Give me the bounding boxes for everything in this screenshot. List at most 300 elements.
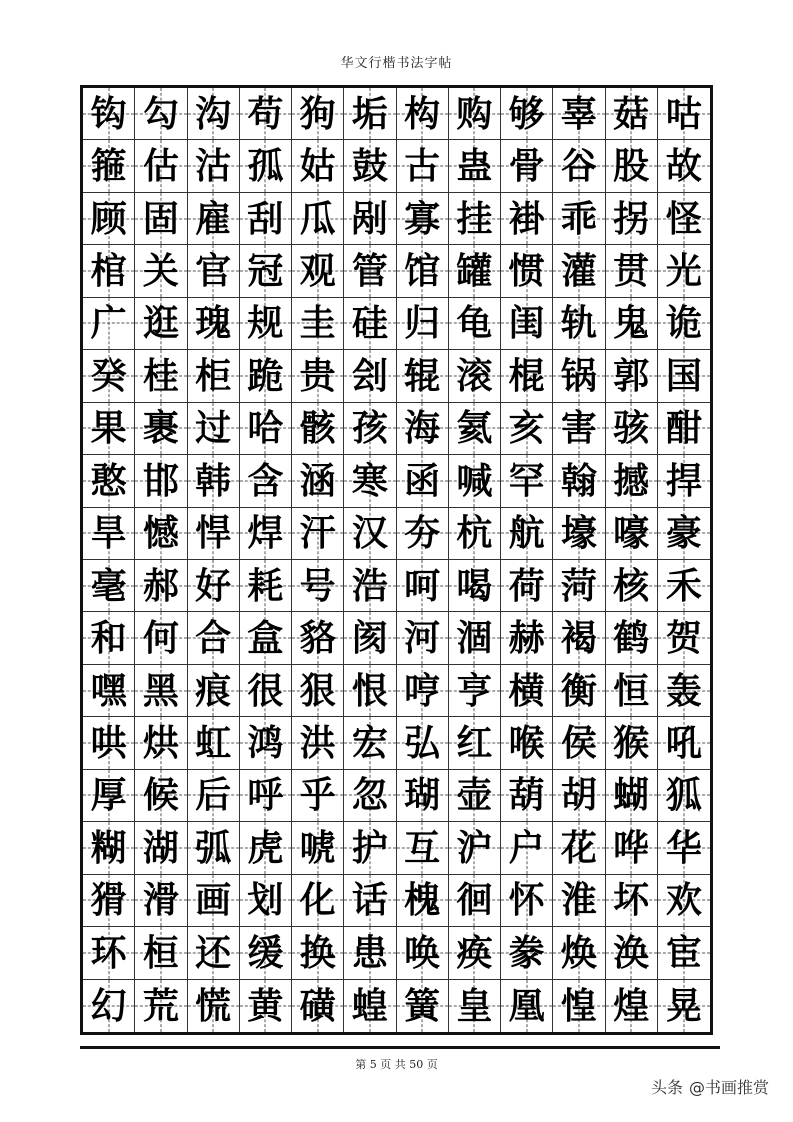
- char-glyph: 国: [665, 354, 702, 397]
- char-cell: [553, 245, 605, 297]
- char-glyph: 归: [404, 302, 441, 345]
- char-cell: [658, 927, 710, 979]
- char-cell: [344, 245, 396, 297]
- char-cell: [397, 508, 449, 560]
- char-cell: [83, 88, 135, 140]
- char-glyph: 关: [142, 250, 179, 293]
- char-glyph: 化: [299, 879, 336, 922]
- char-glyph: 估: [142, 145, 179, 188]
- char-cell: [658, 612, 710, 664]
- char-cell: [449, 403, 501, 455]
- char-cell: [344, 665, 396, 717]
- char-cell: [606, 927, 658, 979]
- char-cell: [135, 140, 187, 192]
- char-glyph: 蝴: [613, 774, 650, 817]
- char-cell: [135, 350, 187, 402]
- char-glyph: 荒: [142, 984, 179, 1027]
- char-glyph: 故: [665, 145, 702, 188]
- char-cell: [240, 822, 292, 874]
- char-cell: [135, 612, 187, 664]
- char-cell: [135, 770, 187, 822]
- char-glyph: 乖: [560, 197, 597, 240]
- char-cell: [188, 822, 240, 874]
- char-glyph: 旱: [90, 512, 127, 555]
- char-glyph: 洪: [299, 722, 336, 765]
- char-cell: [606, 665, 658, 717]
- char-cell: [449, 717, 501, 769]
- char-glyph: 圭: [299, 302, 336, 345]
- char-glyph: 惯: [508, 250, 545, 293]
- char-glyph: 孩: [351, 407, 388, 450]
- char-cell: [240, 612, 292, 664]
- char-cell: [553, 298, 605, 350]
- char-glyph: 惶: [560, 984, 597, 1027]
- char-cell: [240, 560, 292, 612]
- char-glyph: 顾: [90, 197, 127, 240]
- char-cell: [449, 88, 501, 140]
- char-glyph: 沟: [195, 92, 232, 135]
- char-cell: [449, 298, 501, 350]
- char-cell: [658, 717, 710, 769]
- char-glyph: 悍: [195, 512, 232, 555]
- char-cell: [292, 403, 344, 455]
- char-glyph: 撼: [613, 459, 650, 502]
- char-cell: [292, 980, 344, 1032]
- char-cell: [188, 980, 240, 1032]
- char-cell: [135, 980, 187, 1032]
- char-glyph: 画: [195, 879, 232, 922]
- char-cell: [397, 770, 449, 822]
- char-cell: [188, 508, 240, 560]
- char-cell: [501, 980, 553, 1032]
- char-cell: [553, 193, 605, 245]
- char-cell: [292, 140, 344, 192]
- char-glyph: 辊: [404, 354, 441, 397]
- char-glyph: 桓: [142, 931, 179, 974]
- char-cell: [83, 822, 135, 874]
- char-glyph: 轰: [665, 669, 702, 712]
- char-cell: [501, 612, 553, 664]
- char-cell: [449, 560, 501, 612]
- char-glyph: 呼: [247, 774, 284, 817]
- char-glyph: 葫: [508, 774, 545, 817]
- char-cell: [344, 508, 396, 560]
- char-cell: [501, 298, 553, 350]
- char-glyph: 煌: [613, 984, 650, 1027]
- char-glyph: 鹤: [613, 617, 650, 660]
- char-glyph: 何: [142, 617, 179, 660]
- char-cell: [240, 455, 292, 507]
- char-cell: [553, 980, 605, 1032]
- char-glyph: 褂: [508, 197, 545, 240]
- char-glyph: 固: [142, 197, 179, 240]
- char-cell: [83, 350, 135, 402]
- char-glyph: 购: [456, 92, 493, 135]
- char-cell: [606, 717, 658, 769]
- char-glyph: 涣: [613, 931, 650, 974]
- char-cell: [240, 245, 292, 297]
- char-cell: [553, 560, 605, 612]
- char-cell: [344, 927, 396, 979]
- char-glyph: 后: [195, 774, 232, 817]
- char-cell: [292, 875, 344, 927]
- char-glyph: 拐: [613, 197, 650, 240]
- char-glyph: 瑚: [404, 774, 441, 817]
- char-glyph: 贵: [299, 354, 336, 397]
- char-glyph: 刮: [247, 197, 284, 240]
- char-cell: [292, 822, 344, 874]
- char-cell: [292, 350, 344, 402]
- char-glyph: 哼: [404, 669, 441, 712]
- char-glyph: 轨: [560, 302, 597, 345]
- char-cell: [292, 245, 344, 297]
- char-glyph: 吼: [665, 722, 702, 765]
- char-glyph: 合: [195, 617, 232, 660]
- char-cell: [449, 770, 501, 822]
- char-cell: [344, 88, 396, 140]
- char-cell: [501, 927, 553, 979]
- char-glyph: 贯: [613, 250, 650, 293]
- char-cell: [240, 88, 292, 140]
- char-cell: [553, 717, 605, 769]
- char-glyph: 灌: [560, 250, 597, 293]
- char-glyph: 骇: [613, 407, 650, 450]
- char-glyph: 皇: [456, 984, 493, 1027]
- char-glyph: 鸿: [247, 722, 284, 765]
- footer-divider: [80, 1046, 720, 1049]
- char-glyph: 黑: [142, 669, 179, 712]
- char-cell: [553, 350, 605, 402]
- char-cell: [344, 980, 396, 1032]
- char-cell: [240, 193, 292, 245]
- char-glyph: 骨: [508, 145, 545, 188]
- char-glyph: 欢: [665, 879, 702, 922]
- char-cell: [344, 140, 396, 192]
- char-glyph: 弘: [404, 722, 441, 765]
- char-cell: [553, 508, 605, 560]
- char-glyph: 唤: [404, 931, 441, 974]
- char-cell: [501, 403, 553, 455]
- char-cell: [397, 455, 449, 507]
- char-glyph: 股: [613, 145, 650, 188]
- char-cell: [83, 980, 135, 1032]
- char-cell: [658, 193, 710, 245]
- char-cell: [553, 770, 605, 822]
- char-cell: [501, 455, 553, 507]
- char-cell: [501, 717, 553, 769]
- char-cell: [397, 193, 449, 245]
- char-cell: [240, 717, 292, 769]
- char-glyph: 瑰: [195, 302, 232, 345]
- char-glyph: 磺: [299, 984, 336, 1027]
- char-cell: [658, 980, 710, 1032]
- char-cell: [606, 612, 658, 664]
- char-glyph: 湖: [142, 826, 179, 869]
- char-glyph: 鬼: [613, 302, 650, 345]
- char-cell: [658, 245, 710, 297]
- char-cell: [188, 193, 240, 245]
- char-cell: [83, 665, 135, 717]
- char-cell: [344, 298, 396, 350]
- char-cell: [83, 560, 135, 612]
- char-glyph: 寡: [404, 197, 441, 240]
- char-cell: [658, 560, 710, 612]
- char-glyph: 胡: [560, 774, 597, 817]
- char-cell: [240, 980, 292, 1032]
- char-glyph: 涵: [299, 459, 336, 502]
- char-glyph: 官: [195, 250, 232, 293]
- char-glyph: 姑: [299, 145, 336, 188]
- char-glyph: 环: [90, 931, 127, 974]
- char-glyph: 垢: [351, 92, 388, 135]
- char-glyph: 规: [247, 302, 284, 345]
- char-glyph: 桂: [142, 354, 179, 397]
- char-cell: [397, 560, 449, 612]
- char-glyph: 患: [351, 931, 388, 974]
- char-glyph: 晃: [665, 984, 702, 1027]
- char-glyph: 谷: [560, 145, 597, 188]
- char-glyph: 咕: [665, 92, 702, 135]
- char-cell: [501, 770, 553, 822]
- char-glyph: 宏: [351, 722, 388, 765]
- char-cell: [501, 508, 553, 560]
- char-glyph: 沽: [195, 145, 232, 188]
- char-glyph: 褐: [560, 617, 597, 660]
- char-glyph: 裹: [142, 407, 179, 450]
- char-cell: [83, 927, 135, 979]
- char-cell: [553, 927, 605, 979]
- char-glyph: 淮: [560, 879, 597, 922]
- char-cell: [449, 455, 501, 507]
- char-cell: [606, 508, 658, 560]
- char-glyph: 古: [404, 145, 441, 188]
- char-cell: [606, 193, 658, 245]
- char-glyph: 黄: [247, 984, 284, 1027]
- char-glyph: 锅: [560, 354, 597, 397]
- char-cell: [501, 665, 553, 717]
- char-cell: [188, 298, 240, 350]
- char-cell: [553, 875, 605, 927]
- char-cell: [344, 717, 396, 769]
- char-cell: [188, 717, 240, 769]
- char-glyph: 禾: [665, 564, 702, 607]
- char-cell: [135, 193, 187, 245]
- char-glyph: 果: [90, 407, 127, 450]
- char-glyph: 冠: [247, 250, 284, 293]
- char-glyph: 蝗: [351, 984, 388, 1027]
- char-glyph: 候: [142, 774, 179, 817]
- char-glyph: 哈: [247, 407, 284, 450]
- char-cell: [292, 612, 344, 664]
- char-glyph: 钩: [90, 92, 127, 135]
- char-glyph: 缓: [247, 931, 284, 974]
- calligraphy-grid: [80, 85, 713, 1035]
- char-cell: [658, 298, 710, 350]
- char-cell: [397, 927, 449, 979]
- watermark-handle: @书画推赏: [688, 1078, 769, 1097]
- char-cell: [240, 927, 292, 979]
- char-glyph: 侯: [560, 722, 597, 765]
- char-cell: [658, 508, 710, 560]
- char-glyph: 哗: [613, 826, 650, 869]
- char-cell: [397, 350, 449, 402]
- char-cell: [83, 508, 135, 560]
- char-glyph: 横: [508, 669, 545, 712]
- char-glyph: 函: [404, 459, 441, 502]
- char-cell: [83, 455, 135, 507]
- char-glyph: 痕: [195, 669, 232, 712]
- char-cell: [658, 875, 710, 927]
- char-cell: [397, 403, 449, 455]
- char-cell: [83, 612, 135, 664]
- char-glyph: 宦: [665, 931, 702, 974]
- char-cell: [397, 140, 449, 192]
- char-cell: [397, 298, 449, 350]
- char-glyph: 夯: [404, 512, 441, 555]
- char-cell: [606, 560, 658, 612]
- char-cell: [658, 140, 710, 192]
- char-cell: [397, 980, 449, 1032]
- char-cell: [449, 612, 501, 664]
- char-cell: [344, 193, 396, 245]
- char-glyph: 亨: [456, 669, 493, 712]
- char-cell: [606, 88, 658, 140]
- char-glyph: 豢: [508, 931, 545, 974]
- char-glyph: 汉: [351, 512, 388, 555]
- char-glyph: 乎: [299, 774, 336, 817]
- char-cell: [606, 455, 658, 507]
- char-cell: [449, 140, 501, 192]
- char-glyph: 华: [665, 826, 702, 869]
- char-glyph: 光: [665, 250, 702, 293]
- char-glyph: 憨: [90, 459, 127, 502]
- char-glyph: 馆: [404, 250, 441, 293]
- source-watermark: [651, 1075, 769, 1098]
- char-cell: [344, 875, 396, 927]
- char-cell: [188, 875, 240, 927]
- char-glyph: 凰: [508, 984, 545, 1027]
- char-glyph: 辜: [560, 92, 597, 135]
- char-glyph: 捍: [665, 459, 702, 502]
- char-cell: [553, 455, 605, 507]
- char-glyph: 猾: [90, 879, 127, 922]
- char-glyph: 勾: [142, 92, 179, 135]
- char-glyph: 焊: [247, 512, 284, 555]
- char-cell: [135, 665, 187, 717]
- char-glyph: 嘿: [90, 669, 127, 712]
- char-cell: [344, 403, 396, 455]
- char-glyph: 硅: [351, 302, 388, 345]
- char-glyph: 簧: [404, 984, 441, 1027]
- char-cell: [501, 350, 553, 402]
- char-glyph: 观: [299, 250, 336, 293]
- char-glyph: 剐: [351, 197, 388, 240]
- char-glyph: 沪: [456, 826, 493, 869]
- char-cell: [292, 298, 344, 350]
- char-glyph: 逛: [142, 302, 179, 345]
- char-glyph: 蛊: [456, 145, 493, 188]
- char-glyph: 诡: [665, 302, 702, 345]
- char-cell: [188, 245, 240, 297]
- char-cell: [188, 455, 240, 507]
- char-glyph: 糊: [90, 826, 127, 869]
- char-cell: [135, 508, 187, 560]
- char-cell: [553, 403, 605, 455]
- char-glyph: 豪: [665, 512, 702, 555]
- char-glyph: 虎: [247, 826, 284, 869]
- char-glyph: 话: [351, 879, 388, 922]
- char-glyph: 氦: [456, 407, 493, 450]
- char-cell: [449, 822, 501, 874]
- char-cell: [501, 193, 553, 245]
- char-cell: [344, 612, 396, 664]
- char-cell: [135, 403, 187, 455]
- char-cell: [292, 193, 344, 245]
- char-cell: [658, 455, 710, 507]
- char-cell: [606, 245, 658, 297]
- char-glyph: 衡: [560, 669, 597, 712]
- char-cell: [240, 665, 292, 717]
- char-cell: [501, 140, 553, 192]
- char-cell: [292, 560, 344, 612]
- char-cell: [292, 455, 344, 507]
- char-cell: [449, 350, 501, 402]
- char-glyph: 划: [247, 879, 284, 922]
- char-glyph: 慌: [195, 984, 232, 1027]
- char-glyph: 弧: [195, 826, 232, 869]
- char-cell: [188, 403, 240, 455]
- char-cell: [606, 140, 658, 192]
- watermark-prefix: 头条: [650, 1078, 683, 1097]
- char-glyph: 和: [90, 617, 127, 660]
- char-glyph: 苟: [247, 92, 284, 135]
- char-cell: [240, 298, 292, 350]
- char-cell: [83, 140, 135, 192]
- char-glyph: 貉: [299, 617, 336, 660]
- char-cell: [606, 298, 658, 350]
- char-glyph: 雇: [195, 197, 232, 240]
- char-glyph: 挂: [456, 197, 493, 240]
- char-cell: [397, 88, 449, 140]
- char-glyph: 厚: [90, 774, 127, 817]
- char-cell: [292, 88, 344, 140]
- char-cell: [344, 350, 396, 402]
- char-glyph: 幻: [90, 984, 127, 1027]
- char-cell: [344, 770, 396, 822]
- char-glyph: 管: [351, 250, 388, 293]
- char-glyph: 骸: [299, 407, 336, 450]
- char-glyph: 核: [613, 564, 650, 607]
- char-cell: [553, 140, 605, 192]
- char-cell: [188, 350, 240, 402]
- char-cell: [292, 508, 344, 560]
- char-cell: [397, 822, 449, 874]
- char-cell: [449, 245, 501, 297]
- char-glyph: 汗: [299, 512, 336, 555]
- char-glyph: 毫: [90, 564, 127, 607]
- char-cell: [397, 875, 449, 927]
- char-cell: [135, 717, 187, 769]
- char-glyph: 河: [404, 617, 441, 660]
- char-glyph: 耗: [247, 564, 284, 607]
- char-cell: [606, 770, 658, 822]
- char-glyph: 邯: [142, 459, 179, 502]
- char-glyph: 贺: [665, 617, 702, 660]
- char-glyph: 恒: [613, 669, 650, 712]
- char-glyph: 酣: [665, 407, 702, 450]
- char-glyph: 够: [508, 92, 545, 135]
- char-glyph: 喝: [456, 564, 493, 607]
